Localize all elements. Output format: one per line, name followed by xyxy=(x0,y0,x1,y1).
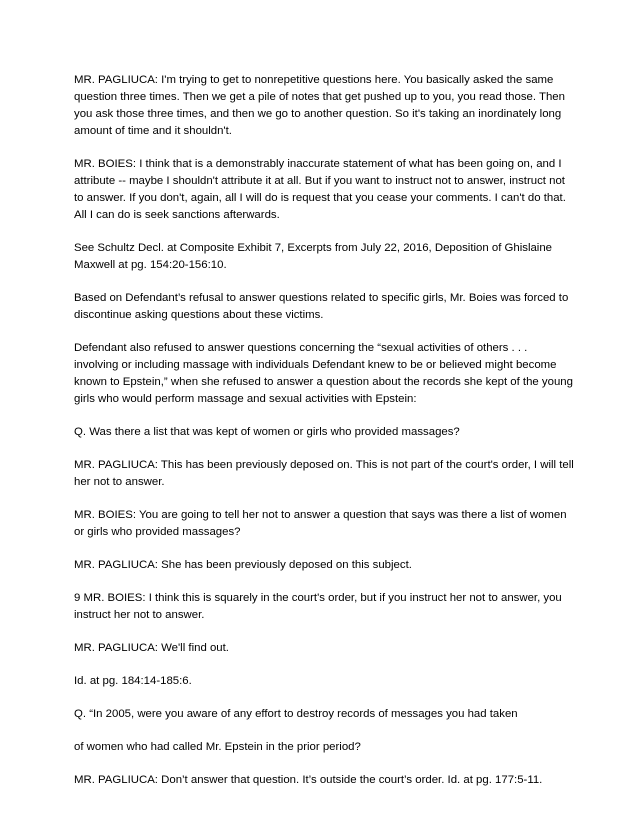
paragraph-refusal-sexual-activities: Defendant also refused to answer questions concerning the “sexual activities of others . . . involving or including massage with individuals Defendant knew to be or believed might become known to Epstein,” when she refused to answer a question about the records she kept of the young girls who would perform massage and sexual activities with Epstein: xyxy=(74,342,573,405)
paragraph-question-2005-continued: of women who had called Mr. Epstein in the prior period? xyxy=(74,741,361,753)
paragraph-question-list: Q. Was there a list that was kept of women or girls who provided massages? xyxy=(74,426,460,438)
paragraph-refusal-specific-girls: Based on Defendant’s refusal to answer questions related to specific girls, Mr. Boies was forced to discontinue asking questions about these victims. xyxy=(74,292,569,321)
paragraph-pagliuca-previously-deposed: MR. PAGLIUCA: This has been previously deposed on. This is not part of the court's order, I will tell her not to answer. xyxy=(74,459,574,488)
paragraph-pagliuca-subject: MR. PAGLIUCA: She has been previously deposed on this subject. xyxy=(74,559,412,571)
paragraph-boies-squarely: 9 MR. BOIES: I think this is squarely in the court's order, but if you instruct her not to answer, you instruct her not to answer. xyxy=(74,592,562,621)
paragraph-citation-schultz: See Schultz Decl. at Composite Exhibit 7, Excerpts from July 22, 2016, Deposition of Ghislaine Maxwell at pg. 154:20-156:10. xyxy=(74,242,553,271)
paragraph-pagliuca-find-out: MR. PAGLIUCA: We'll find out. xyxy=(74,642,229,654)
document-body xyxy=(74,72,574,805)
paragraph-question-2005: Q. “In 2005, were you aware of any effort to destroy records of messages you had taken xyxy=(74,708,518,720)
paragraph-citation-184: Id. at pg. 184:14-185:6. xyxy=(74,675,192,687)
paragraph-boies-tell-her: MR. BOIES: You are going to tell her not to answer a question that says was there a list of women or girls who provided massages? xyxy=(74,509,567,538)
paragraph-boies-inaccurate: MR. BOIES: I think that is a demonstrably inaccurate statement of what has been going on, and I attribute -- maybe I shouldn't attribute it at all. But if you want to instruct not to answer, instruct not to answer. If you don't, again, all I will do is request that you cease your comments. I can't do that. All I can do is seek sanctions afterwards. xyxy=(74,158,566,221)
paragraph-pagliuca-nonrepetitive: MR. PAGLIUCA: I'm trying to get to nonrepetitive questions here. You basically asked the same question three times. Then we get a pile of notes that get pushed up to you, you read those. Then you ask those three times, and then we go to another question. So it's taking an inordinately long amount of time and it shouldn't. xyxy=(74,74,565,137)
paragraph-pagliuca-dont-answer: MR. PAGLIUCA: Don’t answer that question. It’s outside the court’s order. Id. at pg. 177:5-11. xyxy=(74,774,543,786)
